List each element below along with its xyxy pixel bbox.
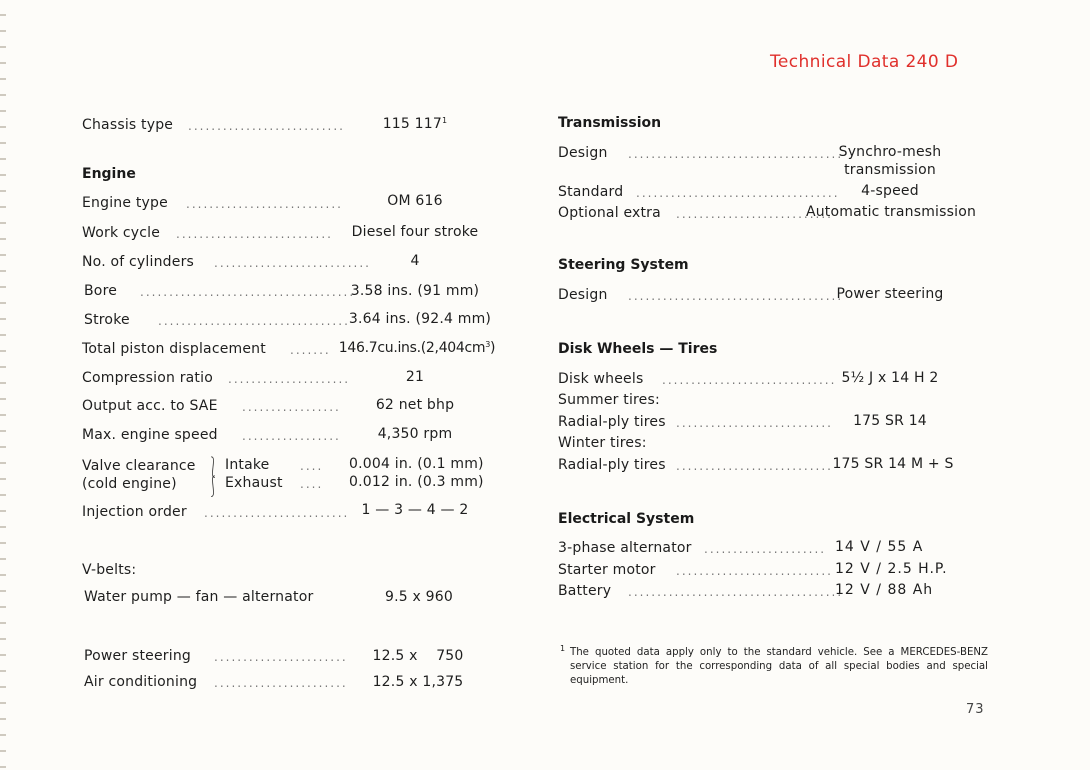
brace-lower: ⎰	[208, 474, 218, 498]
water-pump-value: 9.5 x 960	[385, 589, 453, 605]
disk-wheels-value: 5½ J x 14 H 2	[841, 370, 939, 386]
air-conditioning-value: 12.5 x 1,375	[372, 674, 464, 690]
vbelts-heading: V-belts:	[82, 562, 137, 578]
leader-dots: ...........................	[676, 207, 833, 221]
standard-label: Standard	[558, 184, 624, 200]
engine-type-label: Engine type	[82, 195, 168, 211]
engine-type-value: OM 616	[387, 193, 443, 209]
summer-tires-label: Summer tires:	[558, 392, 660, 408]
leader-dots: ....	[300, 477, 324, 491]
stroke-value: 3.64 ins. (92.4 mm)	[348, 311, 492, 327]
cylinders-label: No. of cylinders	[82, 254, 195, 270]
steering-design-value: Power steering	[836, 286, 944, 302]
steering-design-label: Design	[558, 287, 608, 303]
transmission-design-label: Design	[558, 145, 608, 161]
leader-dots: .......	[290, 343, 331, 357]
leader-dots: .................................	[158, 314, 350, 328]
water-pump-label: Water pump — fan — alternator	[84, 589, 314, 605]
radial-summer-value: 175 SR 14	[853, 413, 927, 429]
leader-dots: ...........................	[214, 256, 371, 270]
leader-dots: .......................	[214, 650, 348, 664]
leader-dots: ..............................	[662, 373, 837, 387]
leader-dots: .........................	[204, 506, 350, 520]
displacement-value: $146.7cu.ins.(2,404cm^3)$	[338, 340, 496, 356]
displacement-label: Total piston displacement	[82, 341, 266, 357]
page-number: 73	[966, 702, 985, 717]
leader-dots: ...................................	[636, 186, 840, 200]
compression-label: Compression ratio	[82, 370, 213, 386]
page-title: Technical Data 240 D	[770, 52, 959, 72]
alternator-value: 14 V / 55 A	[835, 539, 924, 555]
leader-dots: .......................	[214, 676, 348, 690]
leader-dots: ...........................	[188, 119, 345, 133]
footnote-marker: 1	[442, 116, 448, 125]
exhaust-label: Exhaust	[225, 475, 283, 491]
leader-dots: .................	[242, 429, 341, 443]
starter-motor-value: 12 V / 2.5 H.P.	[835, 561, 948, 577]
brace-upper: ⎱	[208, 455, 218, 479]
engine-heading: Engine	[82, 166, 136, 182]
work-cycle-value: Diesel four stroke	[351, 224, 479, 240]
leader-dots: .....................	[704, 542, 827, 556]
transmission-heading: Transmission	[558, 115, 662, 131]
electrical-heading: Electrical System	[558, 511, 695, 527]
leader-dots: .....................	[228, 372, 351, 386]
wheels-heading: Disk Wheels — Tires	[558, 341, 718, 357]
radial-summer-label: Radial-ply tires	[558, 414, 666, 430]
output-label: Output acc. to SAE	[82, 398, 218, 414]
power-steering-belt-label: Power steering	[84, 648, 191, 664]
binding-edge	[0, 0, 6, 770]
valve-clearance-label: Valve clearance	[82, 458, 196, 474]
transmission-design-value-1: Synchro-mesh	[838, 144, 942, 160]
leader-dots: ...........................	[676, 416, 833, 430]
engine-speed-value: 4,350 rpm	[377, 426, 453, 442]
optional-extra-label: Optional extra	[558, 205, 661, 221]
steering-heading: Steering System	[558, 257, 689, 273]
radial-winter-value: 175 SR 14 M + S	[832, 456, 954, 472]
chassis-type-value: 115 $117^1$	[382, 116, 448, 132]
work-cycle-label: Work cycle	[82, 225, 161, 241]
leader-dots: ....	[300, 459, 324, 473]
battery-value: 12 V / 88 Ah	[835, 582, 934, 598]
compression-value: 21	[405, 369, 425, 385]
standard-value: 4-speed	[861, 183, 919, 199]
chassis-type-label: Chassis type	[82, 117, 174, 133]
alternator-label: 3-phase alternator	[558, 540, 692, 556]
leader-dots: .....................................	[628, 289, 844, 303]
disk-wheels-label: Disk wheels	[558, 371, 644, 387]
intake-value: 0.004 in. (0.1 mm)	[349, 456, 484, 472]
leader-dots: ...........................	[676, 564, 833, 578]
leader-dots: .................	[242, 400, 341, 414]
exhaust-value: 0.012 in. (0.3 mm)	[349, 474, 484, 490]
leader-dots: ...........................	[186, 197, 343, 211]
bore-label: Bore	[84, 283, 118, 299]
leader-dots: .....................................	[140, 285, 356, 299]
starter-motor-label: Starter motor	[558, 562, 656, 578]
air-conditioning-label: Air conditioning	[84, 674, 198, 690]
cylinders-value: 4	[410, 253, 420, 269]
power-steering-belt-value: 12.5 x 750	[372, 648, 464, 664]
intake-label: Intake	[225, 457, 270, 473]
cold-engine-label: (cold engine)	[82, 476, 177, 492]
bore-value: 3.58 ins. (91 mm)	[350, 283, 480, 299]
stroke-label: Stroke	[84, 312, 130, 328]
leader-dots: ...........................	[176, 227, 333, 241]
footnote-mark: 1	[560, 644, 566, 653]
leader-dots: ...........................	[676, 459, 833, 473]
leader-dots: .....................................	[628, 585, 844, 599]
optional-extra-value: Automatic transmission	[805, 204, 977, 220]
winter-tires-label: Winter tires:	[558, 435, 647, 451]
output-value: 62 net bhp	[375, 397, 455, 413]
transmission-design-value-2: transmission	[844, 162, 936, 178]
battery-label: Battery	[558, 583, 612, 599]
engine-speed-label: Max. engine speed	[82, 427, 218, 443]
injection-order-label: Injection order	[82, 504, 187, 520]
radial-winter-label: Radial-ply tires	[558, 457, 666, 473]
footnote-text: The quoted data apply only to the standard vehicle. See a MERCEDES-BENZ service station for the corresponding data of all special bodies and special equipment.	[570, 647, 988, 686]
injection-order-value: 1 — 3 — 4 — 2	[361, 502, 469, 518]
leader-dots: .....................................	[628, 147, 844, 161]
